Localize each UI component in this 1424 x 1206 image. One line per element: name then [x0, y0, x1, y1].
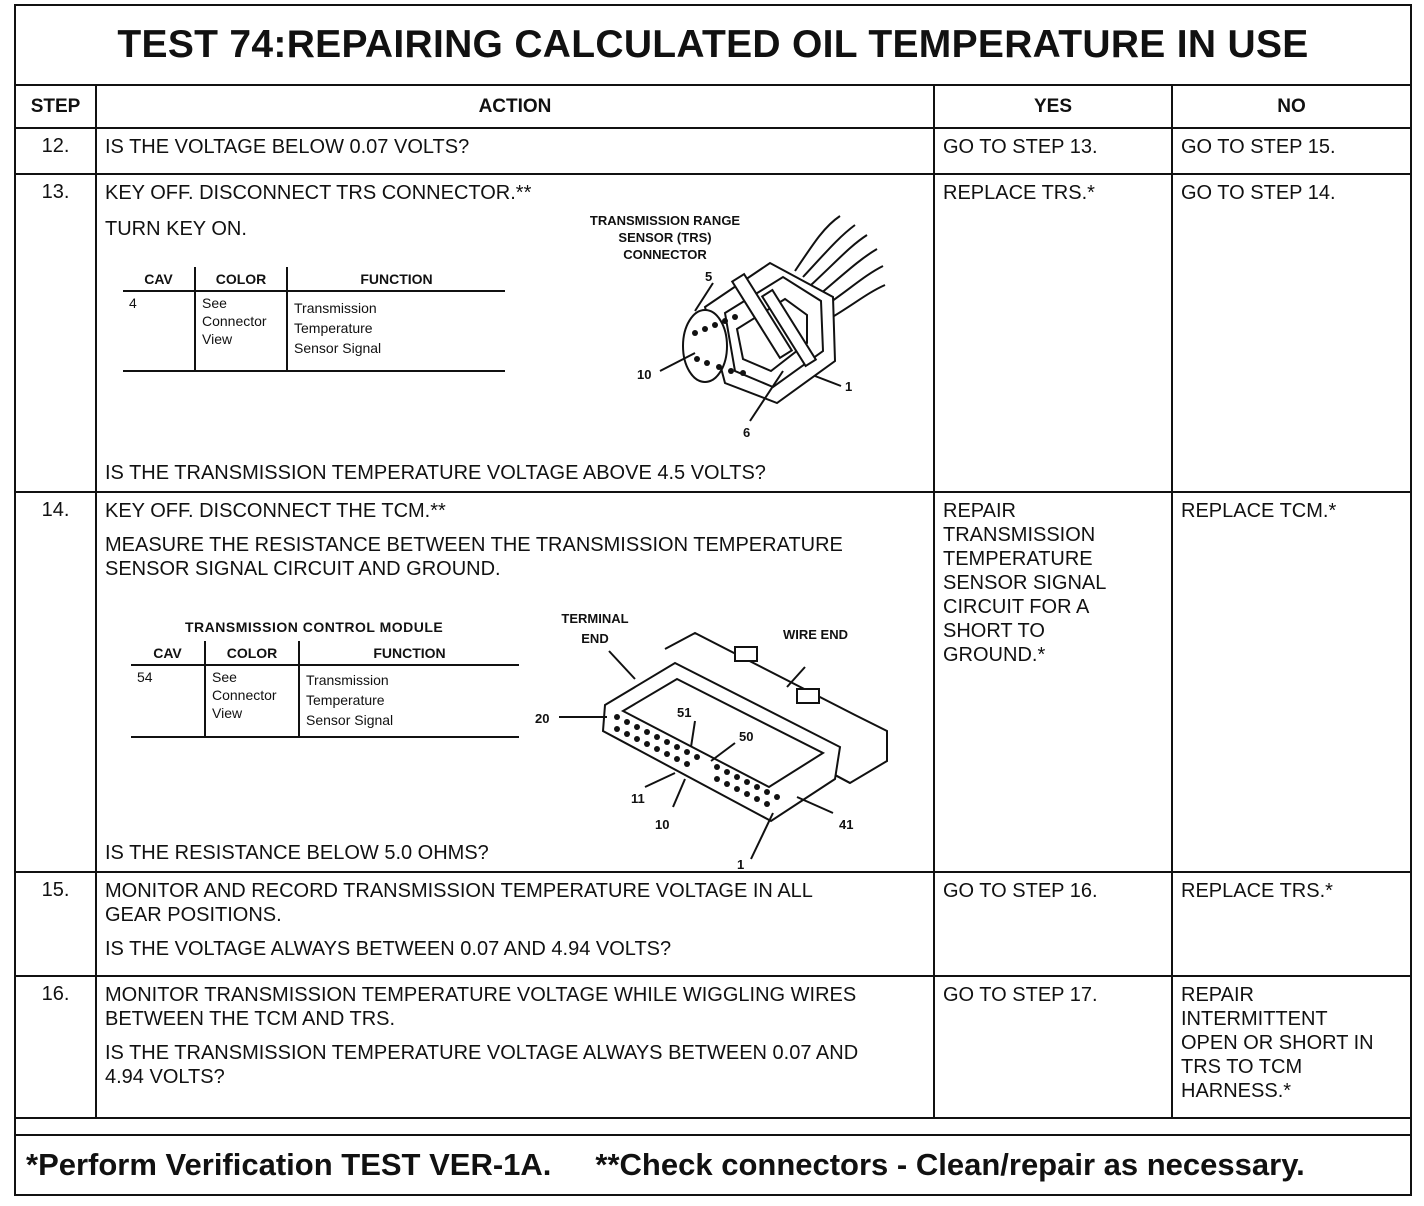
trs-pin-1: 1 [845, 379, 853, 394]
step-number: 15. [16, 872, 96, 976]
action-question: IS THE VOLTAGE ALWAYS BETWEEN 0.07 AND 4.94 VOLTS? [105, 938, 672, 960]
tcm-color-value: See Connector View [205, 665, 299, 737]
no-text: REPLACE TRS.* [1181, 880, 1333, 902]
action-question: IS THE RESISTANCE BELOW 5.0 OHMS? [105, 842, 489, 864]
no-text: REPAIR [1181, 984, 1254, 1006]
tcm-pin-41: 41 [839, 817, 854, 832]
procedure-table [16, 86, 1410, 1119]
trs-pin-6: 6 [743, 425, 751, 440]
trs-cav-value: 4 [123, 291, 195, 371]
step-number: 16. [16, 976, 96, 1118]
step-number: 14. [16, 492, 96, 872]
table-row [16, 128, 1410, 174]
yes-text: REPLACE TRS.* [943, 182, 1095, 204]
no-cell [1172, 492, 1410, 872]
action-text: MEASURE THE RESISTANCE BETWEEN THE TRANSMISSION TEMPERATURE [105, 534, 843, 556]
action-question: IS THE TRANSMISSION TEMPERATURE VOLTAGE ALWAYS BETWEEN 0.07 AND [105, 1042, 859, 1064]
action-cell [96, 492, 934, 872]
no-text: INTERMITTENT [1181, 1008, 1328, 1030]
yes-text: GO TO STEP 13. [943, 136, 1098, 158]
footer-notes [16, 1134, 1410, 1194]
yes-text: SHORT TO [943, 620, 1045, 642]
step-number: 13. [16, 174, 96, 492]
action-cell [96, 872, 934, 976]
tcm-header-function: FUNCTION [299, 641, 519, 665]
header-action: ACTION [96, 86, 934, 128]
no-cell [1172, 976, 1410, 1118]
trs-caption-line-1: TRANSMISSION RANGE [589, 213, 741, 228]
trs-caption-line-3: CONNECTOR [623, 247, 707, 262]
tcm-pin-50: 50 [739, 729, 754, 744]
header-step: STEP [16, 86, 96, 128]
trs-connector-diagram [545, 211, 915, 456]
yes-cell [934, 174, 1172, 492]
action-question: IS THE TRANSMISSION TEMPERATURE VOLTAGE ABOVE 4.5 VOLTS? [105, 462, 766, 484]
no-text: GO TO STEP 15. [1181, 136, 1336, 158]
action-cell [96, 128, 934, 174]
tcm-function-value: Transmission Temperature Sensor Signal [299, 665, 519, 737]
tcm-cavity-table [131, 641, 519, 738]
action-question: 4.94 VOLTS? [105, 1066, 225, 1088]
action-text: GEAR POSITIONS. [105, 904, 282, 926]
action-text: TURN KEY ON. [105, 218, 247, 240]
action-cell [96, 174, 934, 492]
trs-pin-5: 5 [705, 269, 713, 284]
yes-cell [934, 872, 1172, 976]
tcm-table-caption: TRANSMISSION CONTROL MODULE [185, 619, 444, 635]
action-text: SENSOR SIGNAL CIRCUIT AND GROUND. [105, 558, 501, 580]
trs-caption-line-2: SENSOR (TRS) [618, 230, 712, 245]
trs-function-value: Transmission Temperature Sensor Signal [287, 291, 505, 371]
trs-pin-10: 10 [637, 367, 652, 382]
tcm-pin-20: 20 [535, 711, 550, 726]
header-no: NO [1172, 86, 1410, 128]
action-cell [96, 976, 934, 1118]
procedure-sheet [14, 4, 1412, 1196]
tcm-wire-end-label: WIRE END [783, 627, 848, 642]
action-text: MONITOR TRANSMISSION TEMPERATURE VOLTAGE WHILE WIGGLING WIRES [105, 984, 857, 1006]
no-cell [1172, 128, 1410, 174]
table-row [16, 976, 1410, 1118]
trs-color-value: See Connector View [195, 291, 287, 371]
yes-text: TEMPERATURE [943, 548, 1093, 570]
trs-header-color: COLOR [195, 267, 287, 291]
yes-cell [934, 976, 1172, 1118]
yes-text: GO TO STEP 17. [943, 984, 1098, 1006]
tcm-terminal-end-line-1: TERMINAL [561, 611, 629, 626]
action-text: KEY OFF. DISCONNECT TRS CONNECTOR.** [105, 182, 532, 204]
yes-text: TRANSMISSION [943, 524, 1096, 546]
page-title: TEST 74:REPAIRING CALCULATED OIL TEMPERATURE IN USE [16, 6, 1410, 86]
yes-cell [934, 492, 1172, 872]
action-text: KEY OFF. DISCONNECT THE TCM.** [105, 500, 446, 522]
yes-text: SENSOR SIGNAL [943, 572, 1107, 594]
tcm-terminal-end-line-2: END [581, 631, 609, 646]
yes-cell [934, 128, 1172, 174]
tcm-header-color: COLOR [205, 641, 299, 665]
tcm-pin-11: 11 [631, 791, 645, 806]
no-cell [1172, 174, 1410, 492]
header-row [16, 86, 1410, 128]
tcm-cav-value: 54 [131, 665, 205, 737]
tcm-pin-51: 51 [677, 705, 692, 720]
tcm-connector-diagram [535, 607, 925, 869]
no-cell [1172, 872, 1410, 976]
yes-text: GO TO STEP 16. [943, 880, 1098, 902]
no-text: HARNESS.* [1181, 1080, 1292, 1102]
tcm-pin-1: 1 [737, 857, 745, 869]
footer-note-verification: *Perform Verification TEST VER-1A. [26, 1147, 552, 1182]
tcm-header-cav: CAV [131, 641, 205, 665]
table-row [16, 174, 1410, 492]
table-row [16, 492, 1410, 872]
trs-header-cav: CAV [123, 267, 195, 291]
no-text: OPEN OR SHORT IN [1181, 1032, 1374, 1054]
step-number: 12. [16, 128, 96, 174]
action-text: IS THE VOLTAGE BELOW 0.07 VOLTS? [105, 136, 470, 158]
no-text: REPLACE TCM.* [1181, 500, 1337, 522]
trs-cavity-table [123, 267, 505, 372]
tcm-pin-10: 10 [655, 817, 670, 832]
yes-text: REPAIR [943, 500, 1016, 522]
yes-text: CIRCUIT FOR A [943, 596, 1090, 618]
yes-text: GROUND.* [943, 644, 1046, 666]
no-text: GO TO STEP 14. [1181, 182, 1336, 204]
table-row [16, 872, 1410, 976]
trs-header-function: FUNCTION [287, 267, 505, 291]
footer-note-connectors: **Check connectors - Clean/repair as necessary. [595, 1147, 1305, 1182]
header-yes: YES [934, 86, 1172, 128]
action-text: BETWEEN THE TCM AND TRS. [105, 1008, 396, 1030]
action-text: MONITOR AND RECORD TRANSMISSION TEMPERATURE VOLTAGE IN ALL [105, 880, 813, 902]
no-text: TRS TO TCM [1181, 1056, 1303, 1078]
